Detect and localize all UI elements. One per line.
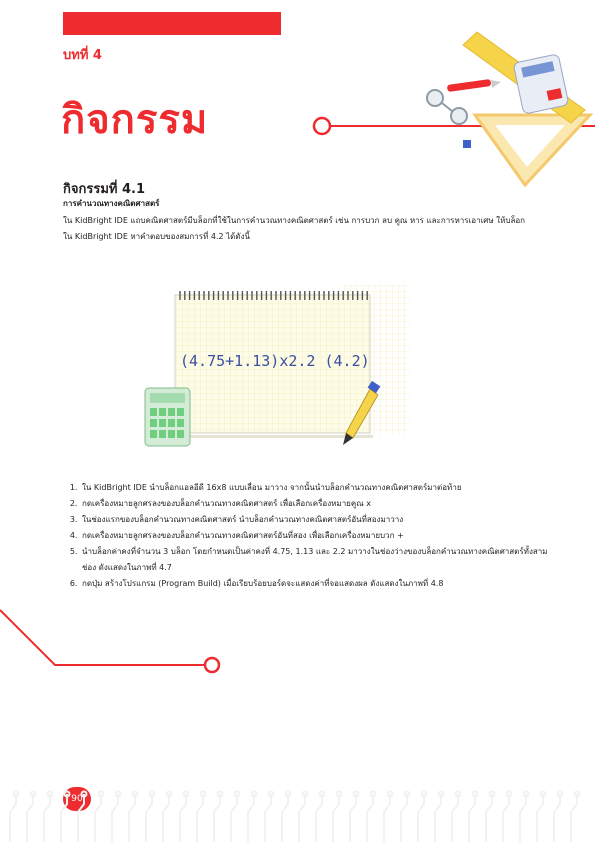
steps-list (63, 480, 550, 592)
step-item: 5. นำบล็อกค่าคงที่จำนวน 3 บล็อก โดยกำหนดเป็นค่าคงที่ 4.75, 1.13 และ 2.2 มาวางในช่องว่างของบล็อกคำนวณทางคณิตศาสตร์ทั้งสามช่อง ดังแสดงในภาพที่ 4.7 (80, 544, 550, 576)
eraser-icon (463, 140, 471, 148)
activity-subtitle: การคำนวณทางคณิตศาสตร์ (63, 199, 160, 208)
equation-text: (4.75+1.13)x2.2 (4.2) (180, 352, 370, 370)
step-item: 4. กดเครื่องหมายลูกศรลงของบล็อกคำนวณทางคณิตศาสตร์อันที่สอง เพื่อเลือกเครื่องหมายบวก + (80, 528, 550, 544)
glasses-icon (427, 90, 467, 124)
step-item: 3. ในช่องแรกของบล็อกคำนวณทางคณิตศาสตร์ นำบล็อกคำนวณทางคณิตศาสตร์อันที่สองมาวาง (80, 512, 550, 528)
step-item: 2. กดเครื่องหมายลูกศรลงของบล็อกคำนวณทางคณิตศาสตร์ เพื่อเลือกเครื่องหมายคูณ x (80, 496, 550, 512)
chapter-label: บทที่ 4 (63, 48, 102, 63)
pen-icon (447, 79, 501, 92)
page-title: กิจกรรม (61, 97, 209, 143)
calculator-icon (145, 388, 190, 446)
set-square-icon (475, 115, 590, 185)
stationery-illustration (415, 20, 595, 190)
step-item: 1. ใน KidBright IDE นำบล็อกแอลอีดี 16x8 แบบเลื่อน มาวาง จากนั้นนำบล็อกคำนวณทางคณิตศาสตร์มาต่อท้าย (80, 480, 550, 496)
notepad-illustration (140, 285, 410, 455)
activity-intro: ใน KidBright IDE แถบคณิตศาสตร์มีบล็อกที่ใช้ในการคำนวณทางคณิตศาสตร์ เช่น การบวก ลบ คูณ หาร และการหารเอาเศษ ให้บล็อกใน KidBright IDE หาคำตอบของสมการที่ 4.2 ได้ดังนี้ (63, 216, 526, 241)
circuit-background-pattern (0, 790, 595, 842)
activity-title: กิจกรรมที่ 4.1 (63, 182, 146, 197)
page-number-badge: 90 (63, 787, 91, 811)
step-item: 6. กดปุ่ม สร้างโปรแกรม (Program Build) เมื่อเรียบร้อยบอร์ดจะแสดงค่าที่จอแสดงผล ดังแสดงในภาพที่ 4.8 (80, 576, 550, 592)
calculator-icon (513, 54, 569, 114)
